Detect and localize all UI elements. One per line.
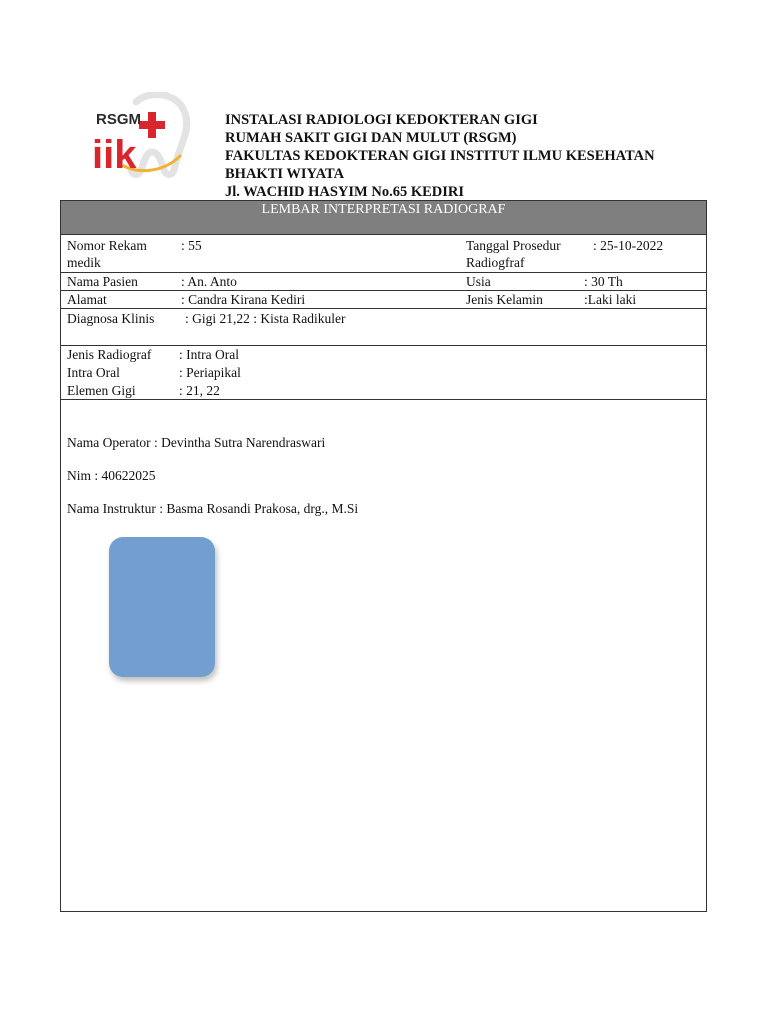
logo-rsgm-text: RSGM xyxy=(96,111,141,128)
usia-label: Usia xyxy=(466,274,491,289)
elemen-gigi-value: : 21, 22 xyxy=(179,383,220,398)
tanggal-label-2: Radiogfraf xyxy=(466,255,525,270)
radiograph-image-placeholder xyxy=(109,537,215,677)
nomor-rekam-label-2: medik xyxy=(67,255,101,270)
intra-oral-label: Intra Oral xyxy=(67,365,120,380)
header-line-3: FAKULTAS KEDOKTERAN GIGI INSTITUT ILMU KESEHATAN xyxy=(225,148,655,164)
intra-oral-value: : Periapikal xyxy=(179,365,241,380)
alamat-value: : Candra Kirana Kediri xyxy=(181,292,306,307)
institution-header xyxy=(225,111,655,201)
diagnosa-label: Diagnosa Klinis xyxy=(67,311,155,326)
instruktur-text: Nama Instruktur : Basma Rosandi Prakosa, drg., M.Si xyxy=(67,501,359,516)
divider xyxy=(61,234,706,235)
jenis-radiograf-label: Jenis Radiograf xyxy=(67,347,152,362)
rsgm-iik-logo xyxy=(84,92,196,178)
divider xyxy=(61,345,706,346)
interpretation-form xyxy=(60,200,707,912)
jenis-kelamin-label: Jenis Kelamin xyxy=(466,292,543,307)
tanggal-value: : 25-10-2022 xyxy=(593,238,664,253)
header-line-1: INSTALASI RADIOLOGI KEDOKTERAN GIGI xyxy=(225,112,538,128)
diagnosa-value: : Gigi 21,22 : Kista Radikuler xyxy=(185,311,346,326)
nama-pasien-value: : An. Anto xyxy=(181,274,237,289)
nomor-rekam-label-1: Nomor Rekam xyxy=(67,238,147,253)
tanggal-label-1: Tanggal Prosedur xyxy=(466,238,561,253)
divider xyxy=(61,399,706,400)
alamat-label: Alamat xyxy=(67,292,107,307)
logo-iik-text: iik xyxy=(92,133,137,177)
header-line-2: RUMAH SAKIT GIGI DAN MULUT (RSGM) xyxy=(225,130,517,146)
nomor-rekam-value: : 55 xyxy=(181,238,202,253)
header-line-5: Jl. WACHID HASYIM No.65 KEDIRI xyxy=(225,184,465,200)
divider xyxy=(61,308,706,309)
nim-text: Nim : 40622025 xyxy=(67,468,156,483)
usia-value: : 30 Th xyxy=(584,274,623,289)
tooth-icon xyxy=(131,95,187,175)
jenis-radiograf-value: : Intra Oral xyxy=(179,347,239,362)
nama-pasien-label: Nama Pasien xyxy=(67,274,138,289)
jenis-kelamin-value: :Laki laki xyxy=(584,292,637,307)
form-title: LEMBAR INTERPRETASI RADIOGRAF xyxy=(61,201,706,234)
header-line-4: BHAKTI WIYATA xyxy=(225,166,345,182)
elemen-gigi-label: Elemen Gigi xyxy=(67,383,136,398)
operator-text: Nama Operator : Devintha Sutra Narendraswari xyxy=(67,435,326,450)
